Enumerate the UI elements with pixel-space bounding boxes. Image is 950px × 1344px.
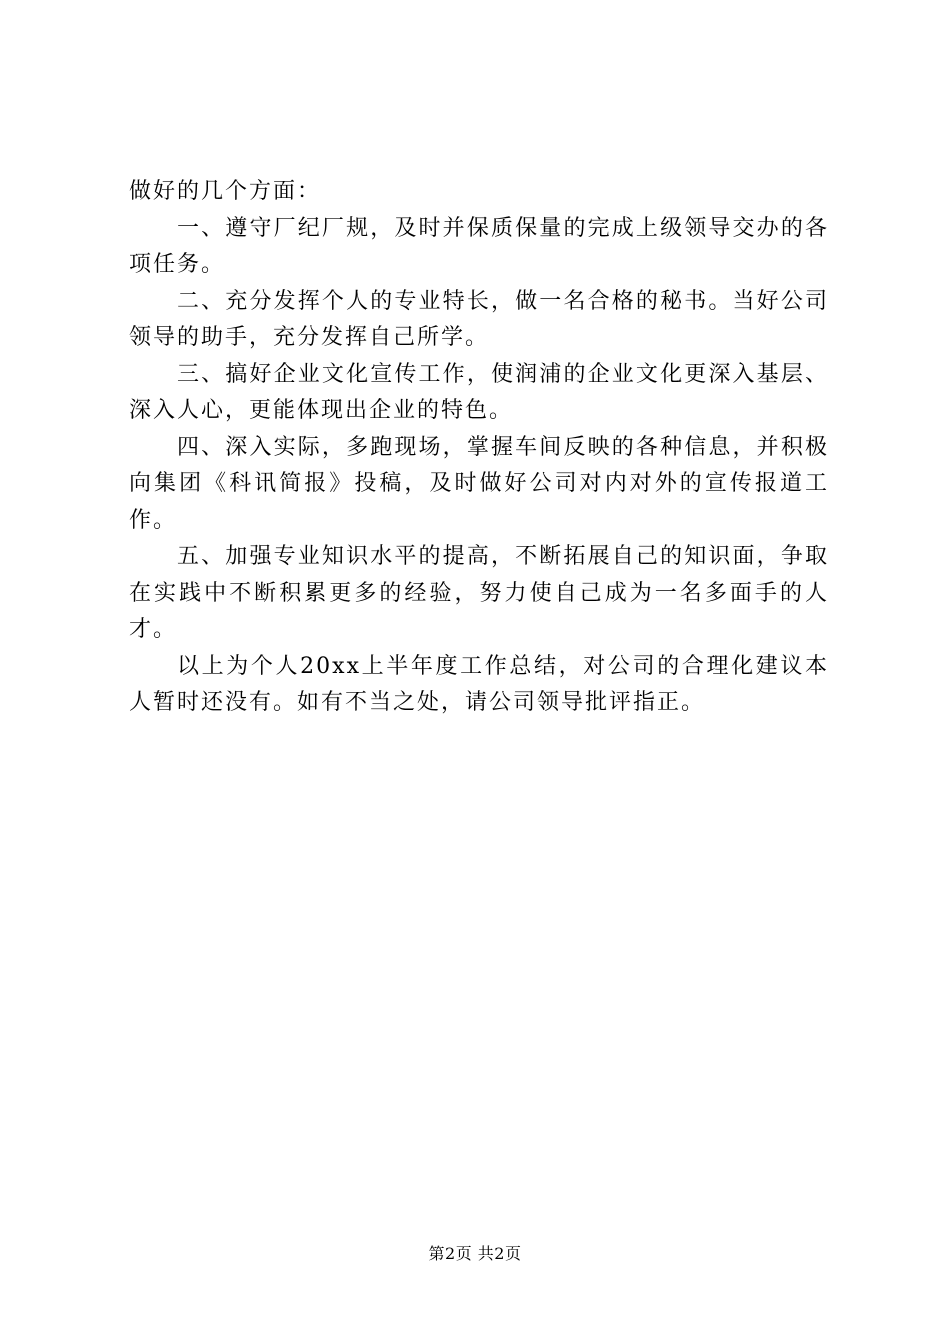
paragraph-intro: 做好的几个方面：: [129, 179, 322, 204]
paragraph-item-3: 三、搞好企业文化宣传工作，使润浦的企业文化更深入基层、深入人心，更能体现出企业的特色。: [129, 361, 829, 423]
paragraph-conclusion: 以上为个人20xx上半年度工作总结，对公司的合理化建议本人暂时还没有。如有不当之处，请公司领导批评指正。: [129, 653, 829, 715]
paragraph-item-4: 四、深入实际，多跑现场，掌握车间反映的各种信息，并积极向集团《科讯简报》投稿，及时做好公司对内对外的宣传报道工作。: [129, 434, 829, 533]
paragraph-item-5: 五、加强专业知识水平的提高，不断拓展自己的知识面，争取在实践中不断积累更多的经验，努力使自己成为一名多面手的人才。: [129, 544, 829, 642]
page-footer: 第2页 共2页: [428, 1244, 522, 1263]
paragraph-item-2: 二、充分发挥个人的专业特长，做一名合格的秘书。当好公司领导的助手，充分发挥自己所学。: [129, 288, 829, 350]
document-body: [129, 174, 829, 722]
paragraph-item-1: 一、遵守厂纪厂规，及时并保质保量的完成上级领导交办的各项任务。: [129, 215, 829, 277]
